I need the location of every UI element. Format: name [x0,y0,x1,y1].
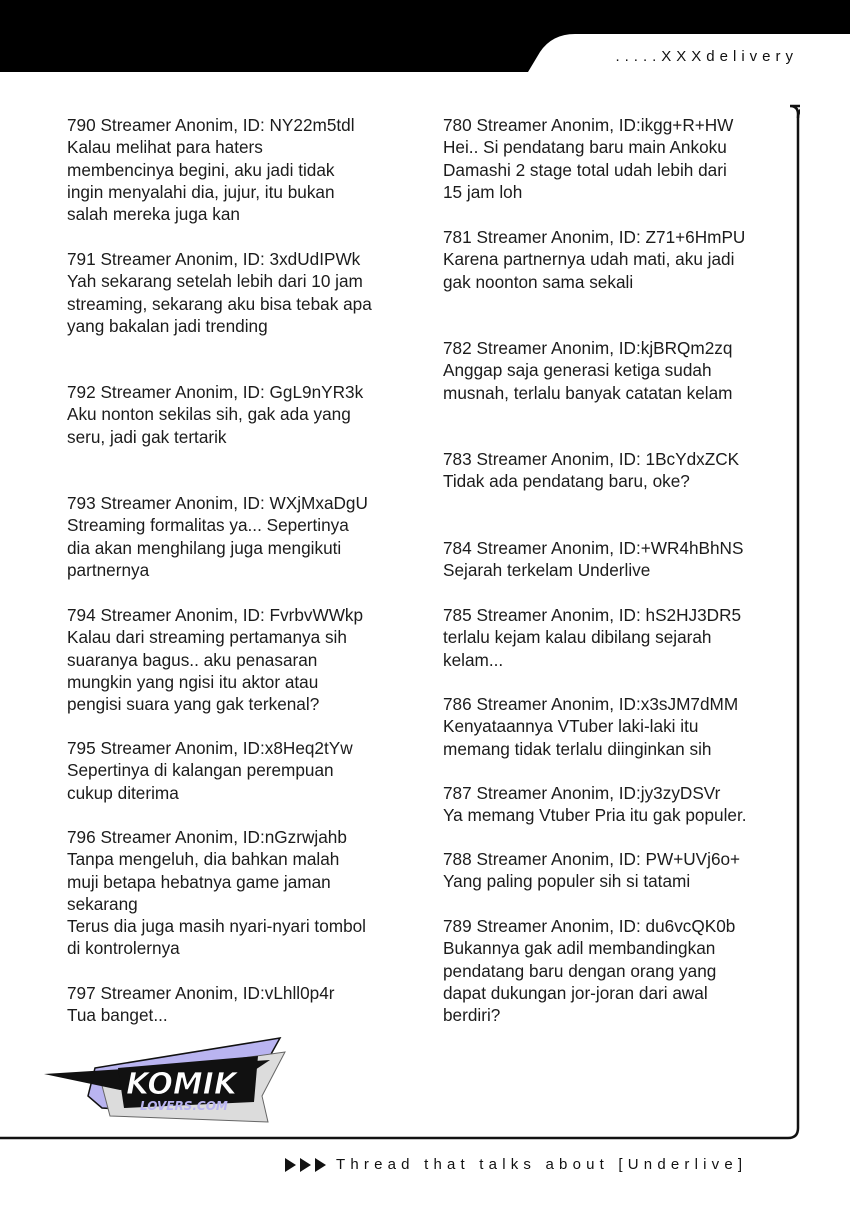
post-header: 794 Streamer Anonim, ID: FvrbvWWkp [67,605,364,625]
post-body: Kalau dari streaming pertamanya sih suaranya bagus.. aku penasaran mungkin yang ngisi itu aktor atau pengisi suara yang gak terkenal? [67,627,347,715]
footer [285,1156,747,1173]
thread-post [443,848,793,893]
post-header: 782 Streamer Anonim, ID:kjBRQm2zq [443,338,733,358]
thread-post [443,604,793,671]
post-body: Sepertinya di kalangan perempuan cukup diterima [67,760,334,803]
post-header: 787 Streamer Anonim, ID:jy3zyDSVr [443,783,721,803]
thread-post [67,982,417,1027]
post-header: 783 Streamer Anonim, ID: 1BcYdxZCK [443,449,740,469]
post-body: Bukannya gak adil membandingkan pendatang baru dengan orang yang dapat dukungan jor-joran dari awal berdiri? [443,938,717,1026]
footer-arrows [285,1158,326,1172]
post-header: 790 Streamer Anonim, ID: NY22m5tdl [67,115,355,135]
thread-post [443,537,793,582]
play-arrow-icon [315,1158,326,1172]
post-header: 796 Streamer Anonim, ID:nGzrwjahb [67,827,347,847]
thread-post [67,492,417,581]
post-header: 789 Streamer Anonim, ID: du6vcQK0b [443,916,736,936]
post-body: terlalu kejam kalau dibilang sejarah kelam... [443,627,712,670]
thread-post [67,381,417,448]
post-header: 780 Streamer Anonim, ID:ikgg+R+HW [443,115,734,135]
post-header: 795 Streamer Anonim, ID:x8Heq2tYw [67,738,353,758]
post-header: 792 Streamer Anonim, ID: GgL9nYR3k [67,382,364,402]
post-body: Karena partnernya udah mati, aku jadi gak noonton sama sekali [443,249,735,292]
thread-post [443,782,793,827]
post-body: Kenyataannya VTuber laki-laki itu memang tidak terlalu diinginkan sih [443,716,712,759]
post-body: Yah sekarang setelah lebih dari 10 jam streaming, sekarang aku bisa tebak apa yang bakalan jadi trending [67,271,372,336]
post-header: 786 Streamer Anonim, ID:x3sJM7dMM [443,694,739,714]
thread-post [443,693,793,760]
thread-post [67,826,417,960]
post-body: Kalau melihat para haters membencinya begini, aku jadi tidak ingin menyalahi dia, jujur, itu bukan salah mereka juga kan [67,137,335,225]
post-body: Streaming formalitas ya... Sepertinya dia akan menghilang juga mengikuti partnernya [67,515,349,580]
post-header: 793 Streamer Anonim, ID: WXjMxaDgU [67,493,368,513]
komiklovers-logo [40,1030,290,1130]
thread-post [443,337,793,404]
thread-post [67,604,417,715]
thread-post [67,114,417,225]
thread-post [67,248,417,337]
post-header: 781 Streamer Anonim, ID: Z71+6HmPU [443,227,746,247]
logo-line2: LOVERS.COM [140,1099,228,1113]
post-body: Aku nonton sekilas sih, gak ada yang seru, jadi gak tertarik [67,404,351,447]
thread-post [443,915,793,1026]
post-header: 785 Streamer Anonim, ID: hS2HJ3DR5 [443,605,742,625]
post-header: 797 Streamer Anonim, ID:vLhll0p4r [67,983,335,1003]
post-header: 791 Streamer Anonim, ID: 3xdUdIPWk [67,249,361,269]
thread-post [67,737,417,804]
post-body: Tanpa mengeluh, dia bahkan malah muji betapa hebatnya game jaman sekarang Terus dia juga masih nyari-nyari tombol di kontrolernya [67,849,367,959]
play-arrow-icon [285,1158,296,1172]
post-body: Ya memang Vtuber Pria itu gak populer. [443,805,747,826]
play-arrow-icon [300,1158,311,1172]
post-body: Tidak ada pendatang baru, oke? [443,471,690,492]
footer-text: Thread that talks about [Underlive] [336,1156,748,1173]
thread-post [443,226,793,293]
thread-post [443,114,793,203]
post-body: Hei.. Si pendatang baru main Ankoku Damashi 2 stage total udah lebih dari 15 jam loh [443,137,727,202]
logo-line1: KOMIK [126,1067,238,1102]
post-body: Anggap saja generasi ketiga sudah musnah, terlalu banyak catatan kelam [443,360,733,403]
post-body: Yang paling populer sih si tatami [443,871,691,892]
post-header: 788 Streamer Anonim, ID: PW+UVj6o+ [443,849,741,869]
header-label: .....XXXdelivery [615,48,798,65]
post-header: 784 Streamer Anonim, ID:+WR4hBhNS [443,538,744,558]
thread-post [443,448,793,493]
post-body: Tua banget... [67,1005,168,1026]
post-body: Sejarah terkelam Underlive [443,560,651,581]
